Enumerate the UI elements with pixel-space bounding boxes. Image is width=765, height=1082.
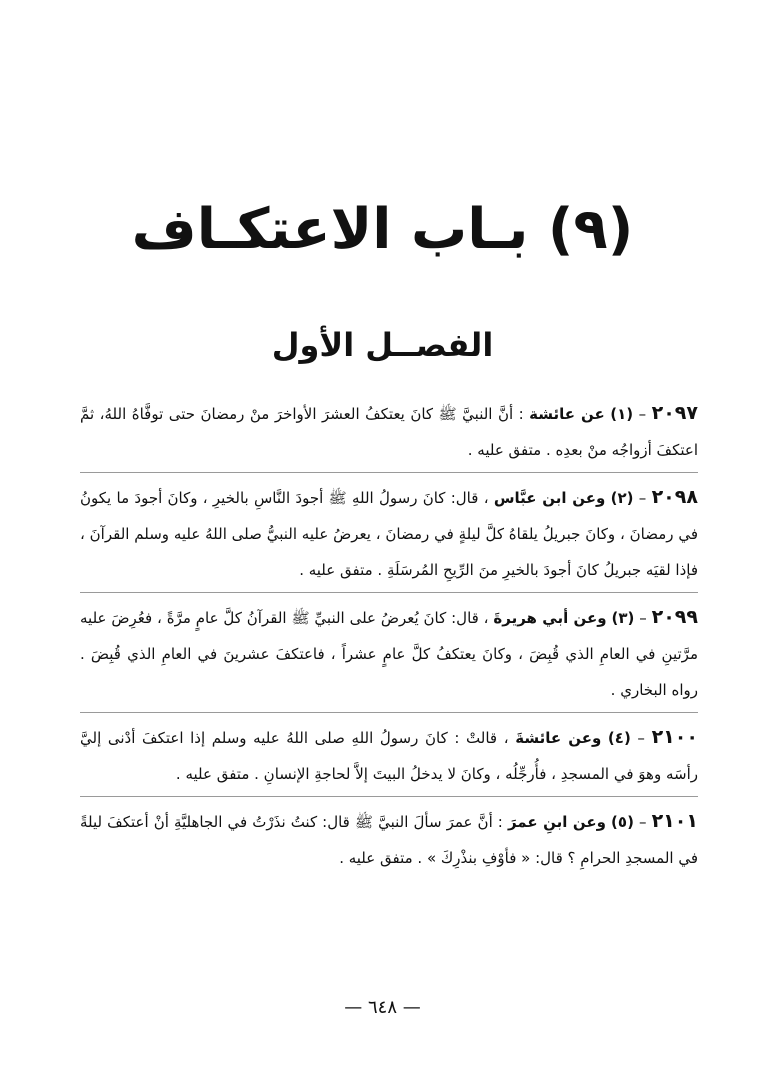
dash-separator: – (633, 489, 647, 507)
hadith-ref: (٣) (611, 609, 635, 627)
dash-separator: – (633, 813, 647, 831)
chapter-title: (٩) بـاب الاعتكـاف (131, 197, 634, 262)
hadith-ref: (١) (610, 405, 634, 423)
hadith-entry (80, 803, 698, 876)
divider (80, 796, 698, 797)
hadith-text: : أنَّ النبيَّ ﷺ كانَ يعتكفُ العشرَ الأواخرَ منْ رمضانَ حتى توفَّاهُ اللهُ، ثمَّ اعتكفَ أزواجُه منْ بعدِه . متفق عليه . (80, 405, 698, 459)
hadith-entry (80, 719, 698, 792)
hadith-list (80, 395, 698, 876)
hadith-text: ، قال: كانَ رسولُ اللهِ ﷺ أجودَ النَّاسِ بالخيرِ ، وكانَ أجودَ ما يكونُ في رمضانَ ، وكانَ جبريلُ يلقاهُ كلَّ ليلةٍ في رمضانَ ، يعرضُ عليه النبيُّ صلى اللهُ عليه وسلم القرآنَ ، فإذا لقيَه جبريلُ كانَ أجودَ بالخيرِ منَ الرِّيحِ المُرسَلَةِ . متفق عليه . (80, 489, 698, 579)
hadith-text: ، قالتْ : كانَ رسولُ اللهِ صلى اللهُ عليه وسلم إذا اعتكفَ أدْنى إليَّ رأسَه وهوَ في المسجدِ ، فأُرجِّلُه ، وكانَ لا يدخلُ البيتَ إلاَّ لحاجةِ الإنسانِ . متفق عليه . (80, 729, 698, 783)
dash-separator: – (630, 729, 645, 747)
hadith-number: ٢١٠١ (651, 810, 698, 832)
hadith-narrator: وعن ابنِ عمرَ (507, 813, 606, 831)
hadith-narrator: عن عائشة (529, 405, 605, 423)
hadith-entry (80, 599, 698, 708)
hadith-entry (80, 395, 698, 468)
hadith-text: : أنَّ عمرَ سألَ النبيَّ ﷺ قال: كنتُ نذَرْتُ في الجاهليَّةِ أنْ أعتكفَ ليلةً في المسجدِ الحرامِ ؟ قال: « فأوْفِ بنذْرِكَ » . متفق عليه . (80, 813, 698, 867)
hadith-number: ٢٠٩٩ (651, 606, 698, 628)
hadith-number: ٢٠٩٨ (651, 486, 698, 508)
hadith-narrator: وعن أبي هريرةَ (493, 609, 607, 627)
hadith-number: ٢٠٩٧ (651, 402, 698, 424)
hadith-ref: (٢) (610, 489, 634, 507)
dash-separator: – (633, 405, 647, 423)
hadith-ref: (٤) (607, 729, 631, 747)
hadith-text: ، قال: كانَ يُعرضُ على النبيِّ ﷺ القرآنُ كلَّ عامٍ مرَّةً ، فعُرِضَ عليه مرَّتينِ في العامِ الذي قُبِضَ ، وكانَ يعتكفُ كلَّ عامٍ عشراً ، فاعتكفَ عشرينَ في العامِ الذي قُبِضَ . رواه البخاري . (80, 609, 698, 699)
hadith-entry (80, 479, 698, 588)
section-title: الفصــل الأول (271, 326, 494, 364)
divider (80, 592, 698, 593)
hadith-number: ٢١٠٠ (651, 726, 698, 748)
hadith-narrator: وعن ابن عبَّاس (493, 489, 606, 507)
hadith-ref: (٥) (611, 813, 634, 831)
page-number: — ٦٤٨ — (344, 997, 421, 1018)
dash-separator: – (634, 609, 647, 627)
divider (80, 712, 698, 713)
divider (80, 472, 698, 473)
hadith-narrator: وعن عائشةَ (515, 729, 602, 747)
